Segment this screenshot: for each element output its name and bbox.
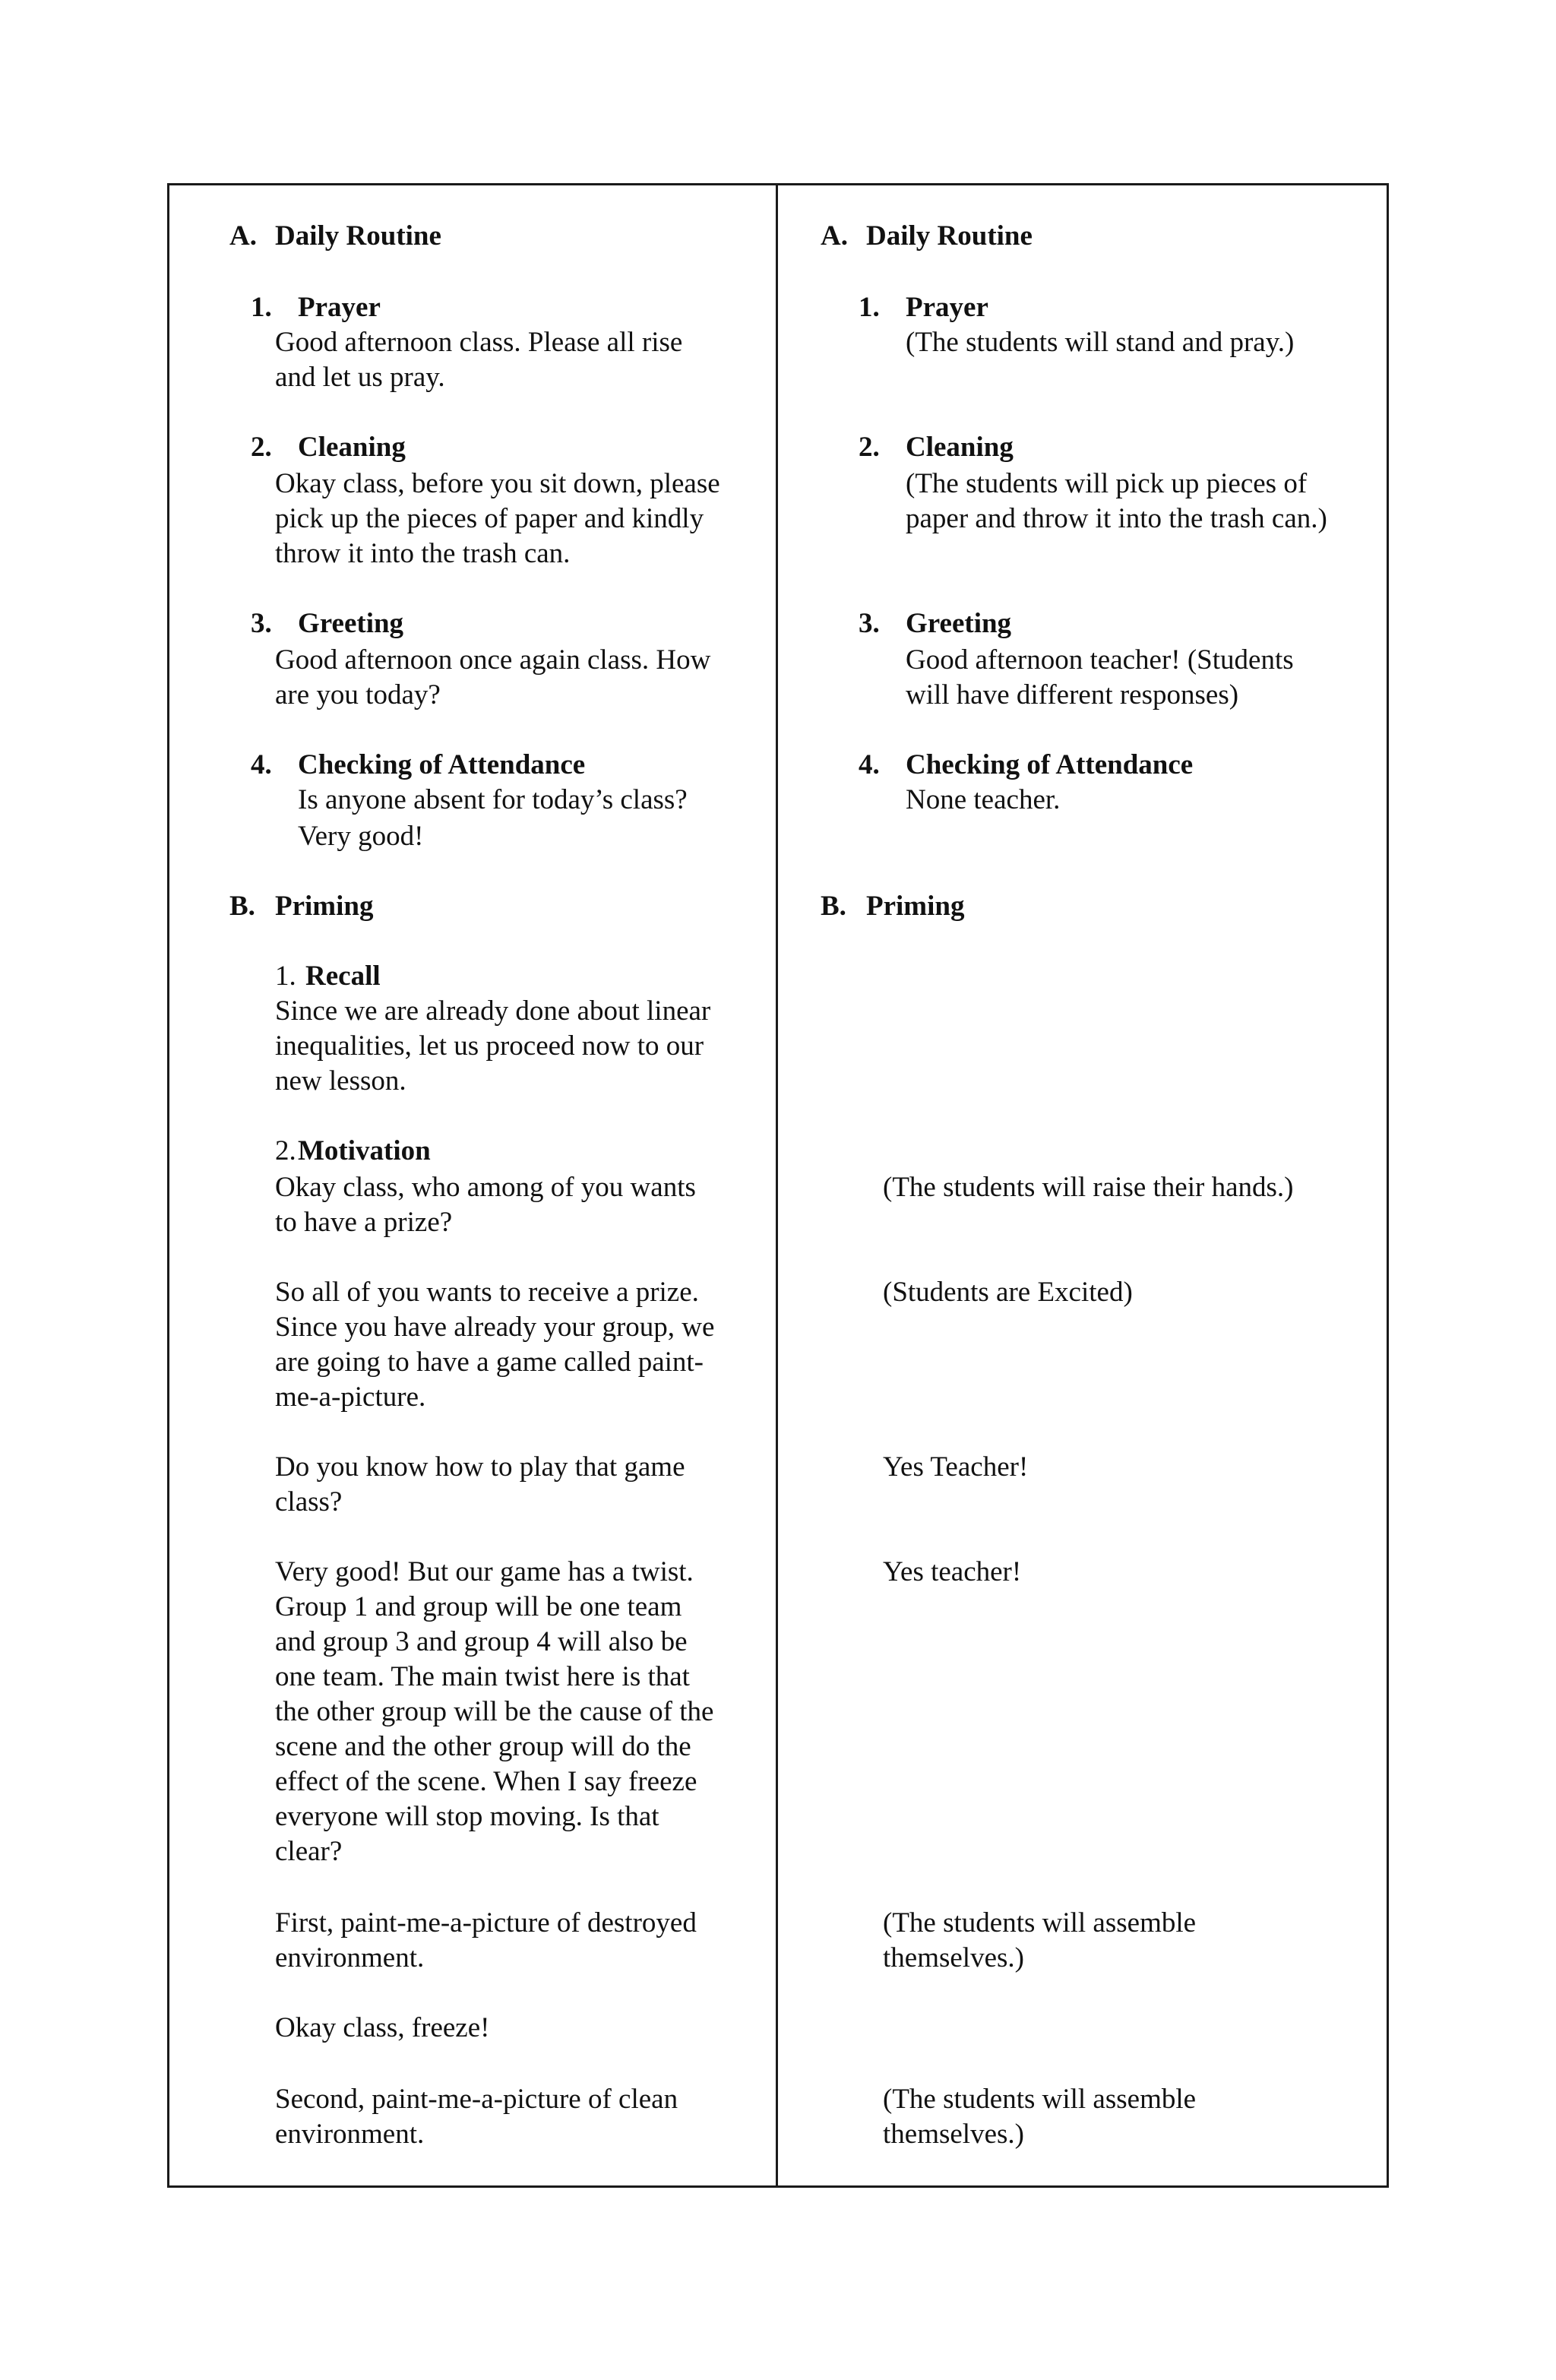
right-response-line: themselves.) bbox=[883, 2119, 1024, 2150]
left-section-b-title: Priming bbox=[275, 891, 374, 922]
left-motivation-line: Okay class, freeze! bbox=[275, 2012, 490, 2043]
right-prayer-line: (The students will stand and pray.) bbox=[906, 327, 1295, 358]
right-prayer-number: 1. bbox=[859, 292, 880, 323]
left-cleaning-heading: Cleaning bbox=[298, 432, 406, 463]
left-motivation-line: Okay class, who among of you wants bbox=[275, 1172, 696, 1203]
left-motivation-line: Since you have already your group, we bbox=[275, 1312, 715, 1343]
left-motivation-line: Do you know how to play that game bbox=[275, 1451, 685, 1483]
right-greeting-number: 3. bbox=[859, 608, 880, 639]
left-recall-line: inequalities, let us proceed now to our bbox=[275, 1030, 704, 1062]
left-section-a-title: Daily Routine bbox=[275, 220, 441, 252]
right-section-b-letter: B. bbox=[821, 891, 846, 922]
left-motivation-line: Very good! But our game has a twist. bbox=[275, 1556, 694, 1587]
left-prayer-line: Good afternoon class. Please all rise bbox=[275, 327, 683, 358]
right-response-line: themselves.) bbox=[883, 1942, 1024, 1973]
right-greeting-line: Good afternoon teacher! (Students bbox=[906, 644, 1294, 676]
left-attendance-line: Is anyone absent for today’s class? bbox=[298, 784, 688, 815]
left-motivation-line: So all of you wants to receive a prize. bbox=[275, 1277, 699, 1308]
left-greeting-line: Good afternoon once again class. How bbox=[275, 644, 711, 676]
left-motivation-line: clear? bbox=[275, 1836, 343, 1867]
right-attendance-line: None teacher. bbox=[906, 784, 1061, 815]
left-section-a-letter: A. bbox=[229, 220, 257, 252]
left-motivation-line: me-a-picture. bbox=[275, 1381, 426, 1413]
left-motivation-heading: Motivation bbox=[298, 1135, 431, 1166]
right-response-line: (The students will raise their hands.) bbox=[883, 1172, 1294, 1203]
left-motivation-line: are going to have a game called paint- bbox=[275, 1347, 704, 1378]
left-motivation-line: Group 1 and group will be one team bbox=[275, 1591, 682, 1622]
right-greeting-heading: Greeting bbox=[906, 608, 1012, 639]
left-attendance-line: Very good! bbox=[298, 821, 424, 852]
left-motivation-line: scene and the other group will do the bbox=[275, 1731, 691, 1762]
right-attendance-number: 4. bbox=[859, 749, 880, 780]
left-recall-number: 1. bbox=[275, 961, 296, 992]
left-motivation-line: effect of the scene. When I say freeze bbox=[275, 1766, 697, 1797]
left-recall-line: Since we are already done about linear bbox=[275, 995, 711, 1027]
left-motivation-line: the other group will be the cause of the bbox=[275, 1696, 714, 1727]
left-attendance-heading: Checking of Attendance bbox=[298, 749, 586, 780]
right-response-line: Yes teacher! bbox=[883, 1556, 1022, 1587]
right-attendance-heading: Checking of Attendance bbox=[906, 749, 1194, 780]
right-cleaning-heading: Cleaning bbox=[906, 432, 1014, 463]
left-cleaning-line: pick up the pieces of paper and kindly bbox=[275, 503, 704, 534]
right-prayer-heading: Prayer bbox=[906, 292, 988, 323]
left-prayer-line: and let us pray. bbox=[275, 362, 445, 393]
left-attendance-number: 4. bbox=[251, 749, 272, 780]
column-divider bbox=[776, 183, 778, 2188]
left-section-b-letter: B. bbox=[229, 891, 255, 922]
left-motivation-line: environment. bbox=[275, 1942, 425, 1973]
left-motivation-line: everyone will stop moving. Is that bbox=[275, 1801, 659, 1832]
left-greeting-line: are you today? bbox=[275, 679, 441, 711]
left-motivation-number: 2. bbox=[275, 1135, 296, 1166]
right-greeting-line: will have different responses) bbox=[906, 679, 1239, 711]
left-motivation-line: and group 3 and group 4 will also be bbox=[275, 1626, 688, 1657]
right-cleaning-line: (The students will pick up pieces of bbox=[906, 468, 1308, 499]
left-recall-heading: Recall bbox=[305, 961, 381, 992]
right-section-a-letter: A. bbox=[821, 220, 848, 252]
right-cleaning-line: paper and throw it into the trash can.) bbox=[906, 503, 1327, 534]
right-section-a-title: Daily Routine bbox=[866, 220, 1033, 252]
left-motivation-line: class? bbox=[275, 1486, 343, 1518]
left-cleaning-number: 2. bbox=[251, 432, 272, 463]
left-recall-line: new lesson. bbox=[275, 1065, 406, 1097]
left-cleaning-line: Okay class, before you sit down, please bbox=[275, 468, 720, 499]
left-motivation-line: one team. The main twist here is that bbox=[275, 1661, 690, 1692]
left-motivation-line: Second, paint-me-a-picture of clean bbox=[275, 2084, 678, 2115]
right-response-line: Yes Teacher! bbox=[883, 1451, 1029, 1483]
right-section-b-title: Priming bbox=[866, 891, 965, 922]
right-cleaning-number: 2. bbox=[859, 432, 880, 463]
left-motivation-line: environment. bbox=[275, 2119, 425, 2150]
left-motivation-line: First, paint-me-a-picture of destroyed bbox=[275, 1907, 697, 1938]
left-prayer-heading: Prayer bbox=[298, 292, 381, 323]
left-motivation-line: to have a prize? bbox=[275, 1207, 453, 1238]
right-response-line: (Students are Excited) bbox=[883, 1277, 1133, 1308]
right-response-line: (The students will assemble bbox=[883, 2084, 1197, 2115]
left-prayer-number: 1. bbox=[251, 292, 272, 323]
left-greeting-number: 3. bbox=[251, 608, 272, 639]
left-cleaning-line: throw it into the trash can. bbox=[275, 538, 571, 569]
left-greeting-heading: Greeting bbox=[298, 608, 404, 639]
right-response-line: (The students will assemble bbox=[883, 1907, 1197, 1938]
